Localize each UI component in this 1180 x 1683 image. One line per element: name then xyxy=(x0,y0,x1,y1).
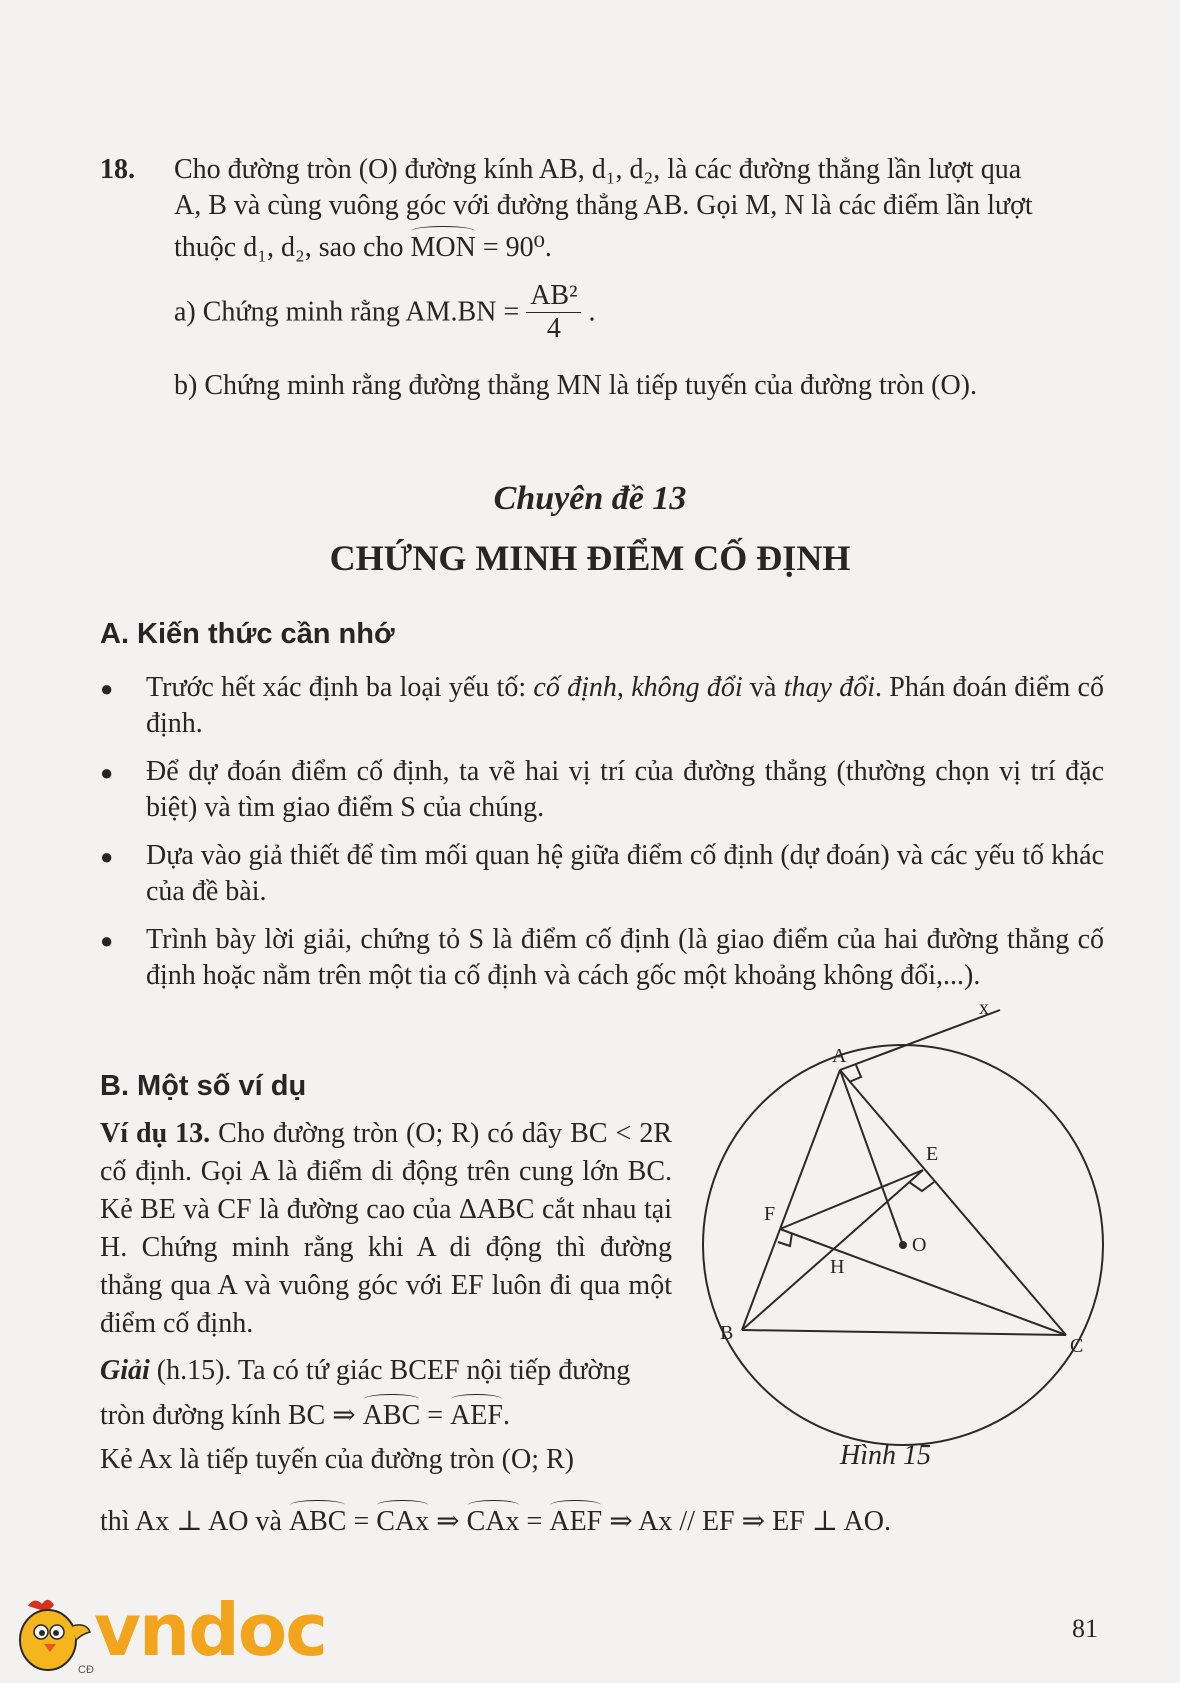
equals-sign: = xyxy=(427,1400,444,1431)
angle-mon: MON xyxy=(410,230,475,266)
last-pre: thì Ax ⊥ AO và xyxy=(100,1506,282,1537)
implies-sign: ⇒ xyxy=(436,1506,460,1537)
fraction-numerator: AB² xyxy=(526,280,581,313)
bullet-dot-2: ● xyxy=(100,760,114,785)
angle-cax: CAx xyxy=(376,1504,429,1540)
tangent-ax xyxy=(840,1010,1000,1070)
angle-aef: AEF xyxy=(450,1398,503,1434)
fraction-denominator: 4 xyxy=(546,313,561,344)
label-x: x xyxy=(979,997,989,1019)
section-b-heading: B. Một số ví dụ xyxy=(100,1070,307,1102)
segment-be xyxy=(742,1170,923,1330)
equals-sign-2: = xyxy=(353,1506,370,1537)
exercise-line-1: Cho đường tròn (O) đường kính AB, d₁, d₂, là các đường thẳng lần lượt qua xyxy=(174,154,1022,185)
chapter-title: CHỨNG MINH ĐIỂM CỐ ĐỊNH xyxy=(329,538,851,578)
angle-abc-2: ABC xyxy=(289,1504,347,1540)
segment-ef xyxy=(780,1170,923,1229)
exercise-number: 18. xyxy=(100,154,135,185)
right-angle-e xyxy=(909,1182,934,1191)
label-h: H xyxy=(830,1256,845,1278)
solution-label: Giải xyxy=(100,1355,150,1386)
bullet-dot-3: ● xyxy=(100,844,114,869)
label-b: B xyxy=(720,1322,734,1344)
corner-text: CĐ xyxy=(78,1664,94,1676)
bullet-1-pre: Trước hết xác định ba loại yếu tố: xyxy=(146,672,534,703)
chapter-subtitle: Chuyên đề 13 xyxy=(493,480,687,517)
bullet-1-italic-2: thay đổi xyxy=(783,672,875,703)
equals-sign-3: = xyxy=(526,1506,543,1537)
logo-text: vndoc xyxy=(94,1588,326,1672)
figure-caption: Hình 15 xyxy=(840,1440,931,1471)
example-text: Cho đường tròn (O; R) có dây BC < 2R cố định. Gọi A là điểm di động trên cung lớn BC. Kẻ BE và CF là đường cao của ΔABC cắt nhau tại H. Chứng minh rằng khi A di động thì đường thẳng qua A và vuông góc với EF luôn đi qua một điểm cố định. xyxy=(100,1118,672,1339)
segment-ao xyxy=(840,1070,903,1245)
right-angle-f xyxy=(778,1233,792,1246)
part-a-end: . xyxy=(588,296,596,328)
label-f: F xyxy=(764,1203,776,1225)
segment-bc xyxy=(742,1330,1066,1335)
bullet-3: Dựa vào giả thiết để tìm mối quan hệ giữa điểm cố định (dự đoán) và các yếu tố khác của đề bài. xyxy=(146,840,1104,907)
bullet-dot-4: ● xyxy=(100,928,114,953)
page-number: 81 xyxy=(1072,1614,1098,1643)
point-o xyxy=(899,1241,907,1249)
vndoc-logo xyxy=(8,1588,338,1678)
solution-text-1: (h.15). Ta có tứ giác BCEF nội tiếp đường xyxy=(149,1355,631,1386)
part-b: b) Chứng minh rằng đường thẳng MN là tiếp tuyến của đường tròn (O). xyxy=(174,370,978,401)
angle-cax-2: CAx xyxy=(467,1504,520,1540)
bullet-dot-1: ● xyxy=(100,676,114,701)
exercise-line-3-value: = 90⁰. xyxy=(482,232,552,263)
bullet-4: Trình bày lời giải, chứng tỏ S là điểm cố định (là giao điểm của hai đường thẳng cố định hoặc nằm trên một tia cố định và cách gốc một khoảng không đổi,...). xyxy=(146,924,1104,991)
label-c: C xyxy=(1070,1335,1084,1357)
section-a-heading: A. Kiến thức cần nhớ xyxy=(100,618,395,650)
bullet-1-mid: và xyxy=(742,672,784,703)
exercise-line-2: A, B và cùng vuông góc với đường thẳng AB. Gọi M, N là các điểm lần lượt xyxy=(174,190,1033,221)
solution-text-2: tròn đường kính BC ⇒ xyxy=(100,1400,356,1431)
angle-abc: ABC xyxy=(363,1398,421,1434)
segment-ac xyxy=(840,1070,1066,1335)
label-e: E xyxy=(926,1143,939,1165)
exercise-line-3-text: thuộc d₁, d₂, sao cho xyxy=(174,232,404,263)
bullet-1-italic-1: cố định, không đổi xyxy=(533,672,743,703)
solution-line-3: Kẻ Ax là tiếp tuyến của đường tròn (O; R) xyxy=(100,1444,574,1475)
bullet-1-post: . Phán đoán điểm cố định. xyxy=(146,672,1104,739)
example-label: Ví dụ 13. xyxy=(100,1118,211,1149)
label-o: O xyxy=(912,1234,927,1256)
right-angle-a xyxy=(849,1065,861,1082)
bullet-2: Để dự đoán điểm cố định, ta vẽ hai vị trí của đường thẳng (thường chọn vị trí đặc biệt) và tìm giao điểm S của chúng. xyxy=(146,756,1104,823)
part-a-text: a) Chứng minh rằng AM.BN = xyxy=(174,296,520,328)
last-post: ⇒ Ax // EF ⇒ EF ⊥ AO. xyxy=(609,1506,891,1537)
period: . xyxy=(502,1400,510,1431)
angle-aef-2: AEF xyxy=(549,1504,602,1540)
label-a: A xyxy=(832,1045,847,1067)
